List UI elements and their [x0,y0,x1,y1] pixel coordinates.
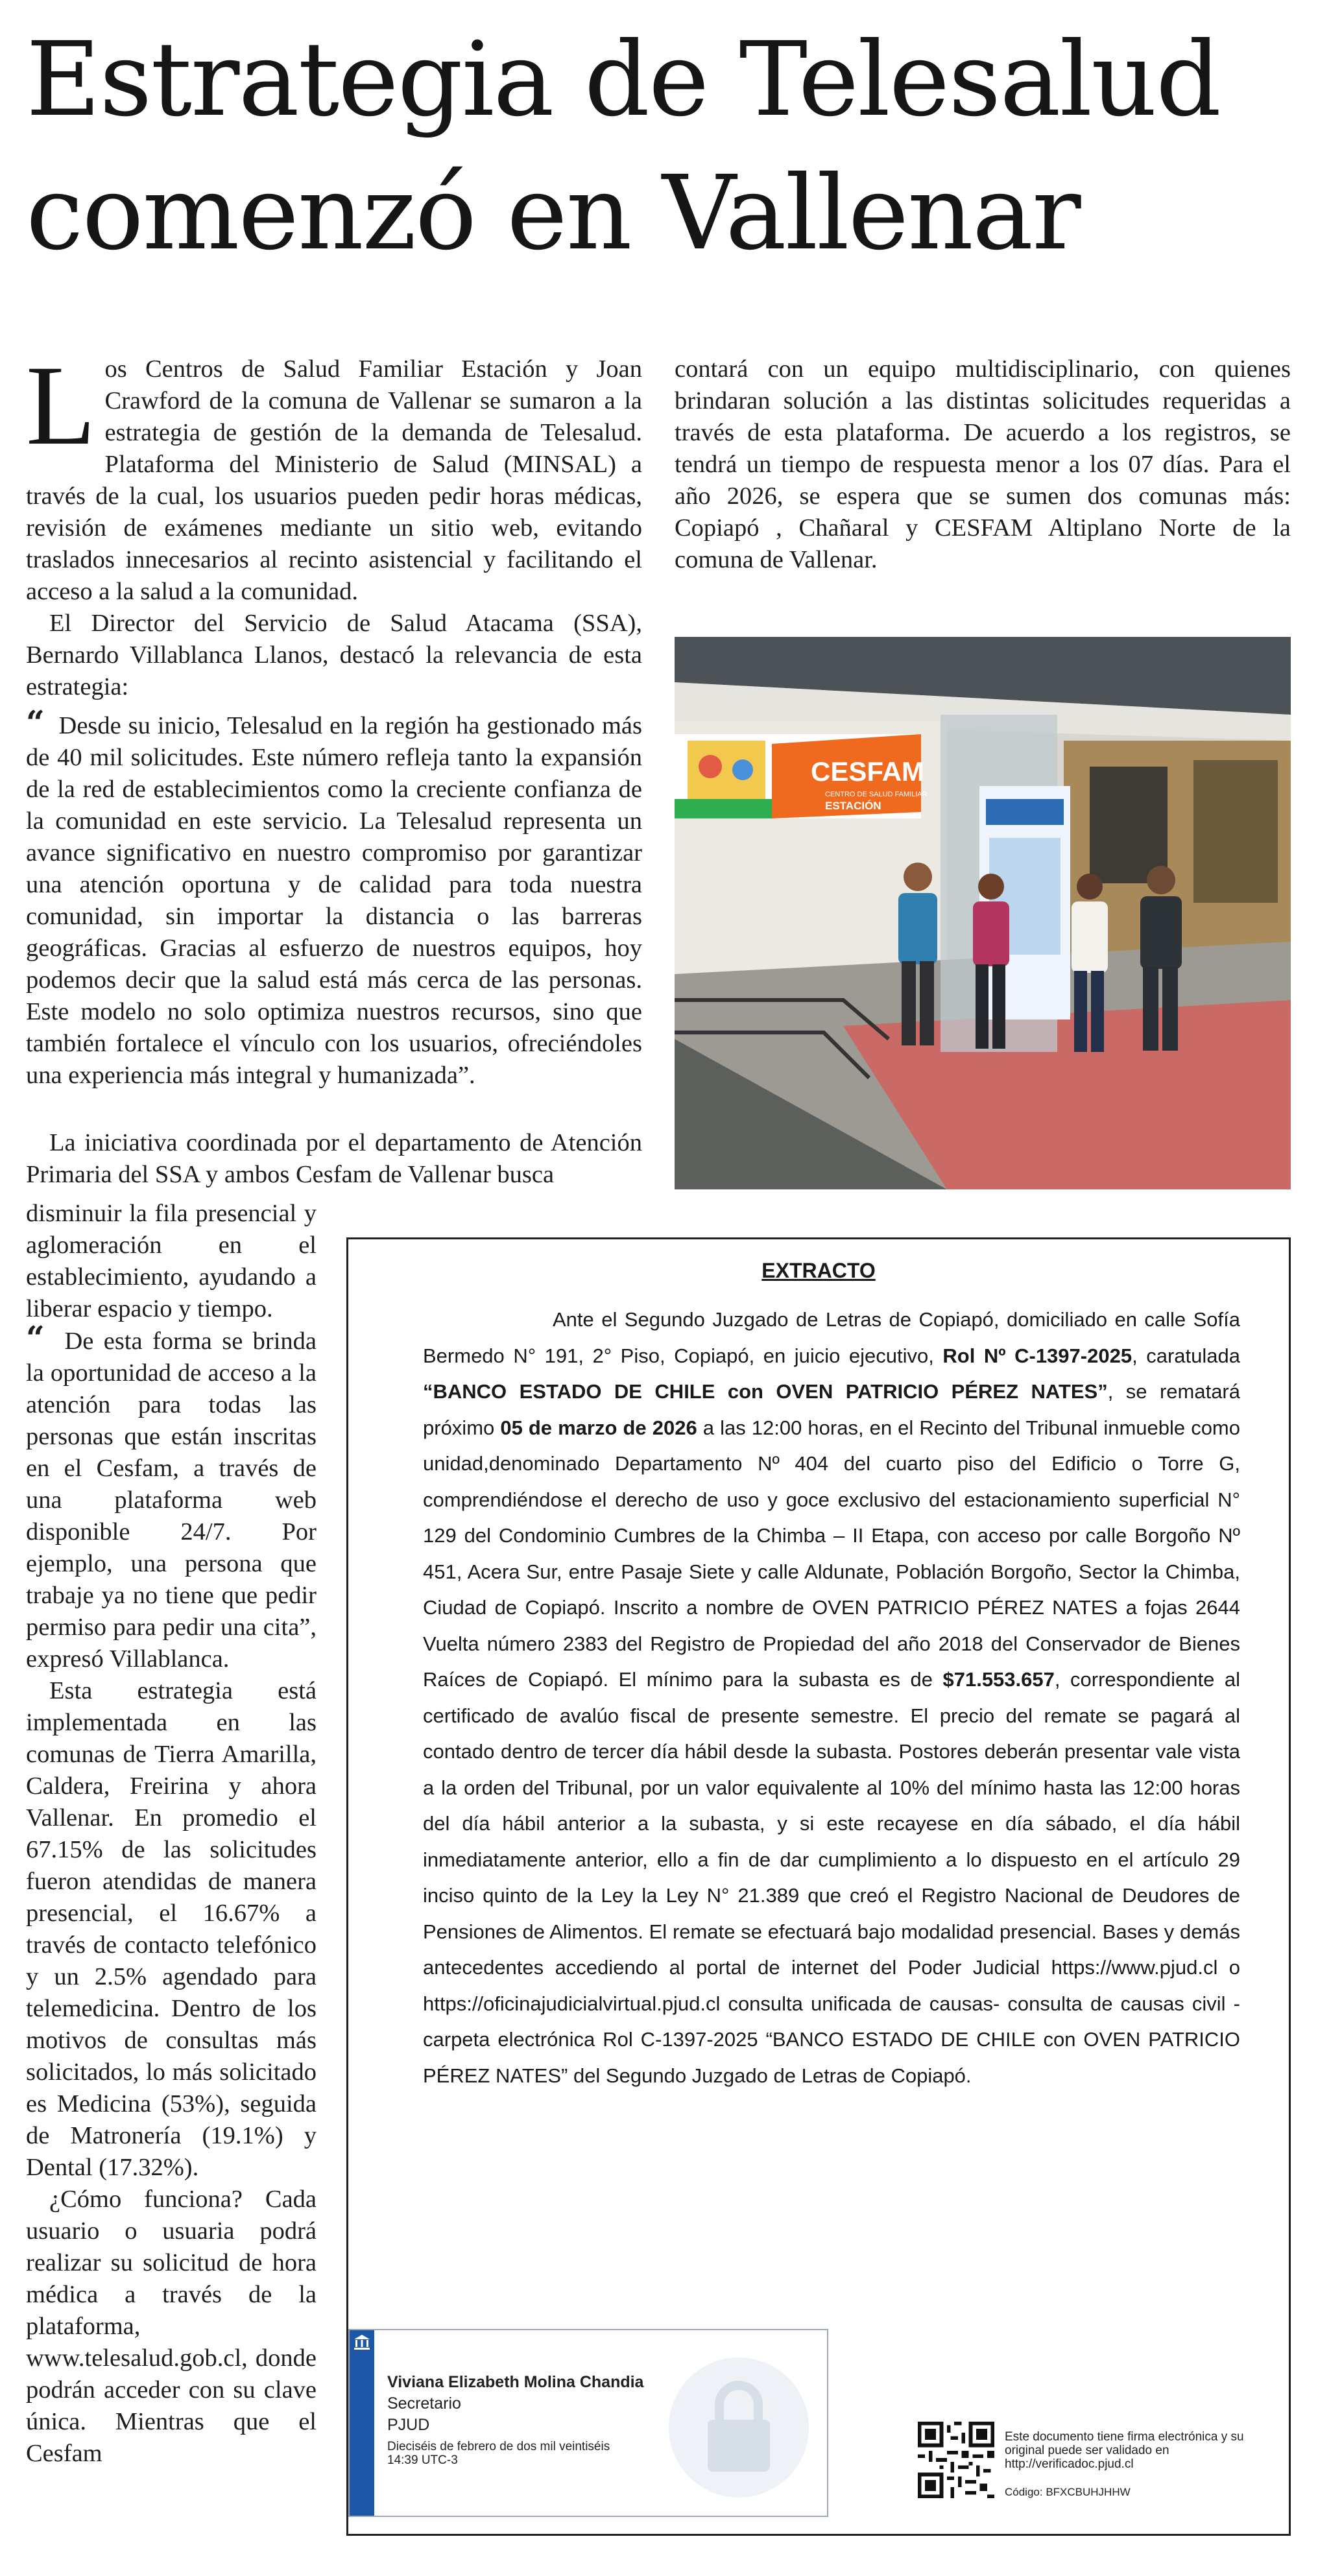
paragraph-director: El Director del Servicio de Salud Atacama (SSA), Bernardo Villablanca Llanos, destacó la relevancia de esta estrategia: [26,610,642,700]
drop-cap: L [26,342,96,469]
intro-text: os Centros de Salud Familiar Estación y Joan Crawford de la comuna de Vallenar se sumaron a la estrategia de gestión de la demanda de Telesalud. Plataforma del Ministerio de Salud (MINSAL) a través de la cual, los usuarios pueden pedir horas médicas, revisión de exámenes mediante un sitio web, evitando traslados innecesarios al recinto asistencial y facilitando el acceso a la salud a la comunidad. [26,355,642,605]
quote-block-1 [26,703,642,1091]
minimum-bid: $71.553.657 [942,1668,1055,1691]
signer-organization: PJUD [387,2416,430,2434]
signer-role: Secretario [387,2394,461,2413]
legal-notice-title: EXTRACTO [761,1259,876,1282]
verification-code: Código: BFXCBUHJHHW [1005,2486,1131,2498]
article-intro [26,342,642,703]
case-number: Rol Nº C-1397-2025 [942,1344,1132,1367]
quote-2-text: De esta forma se brinda la oportunidad de acceso a la atención para todas las personas que están inscritas en el Cesfam, a través de una plataforma web disponible 24/7. Por ejemplo, una persona que trabaje ya no tiene que pedir permiso para pedir una cita”, expresó Villablanca. [26,1328,317,1673]
paragraph-initiative: La iniciativa coordinada por el departamento de Atención Primaria del SSA y ambos Cesfam de Vallenar busca [26,1129,642,1188]
paragraph-how-it-works: ¿Cómo funciona? Cada usuario o usuaria podrá realizar su solicitud de hora médica a través de la plataforma, www.telesalud.gob.cl, donde podrán acceder con su clave única. Mientras que el Cesfam [26,2186,317,2467]
narrow-column [26,1198,317,2470]
qr-code-icon [918,2422,994,2498]
auction-date: 05 de marzo de 2026 [500,1416,697,1439]
cesfam-sign-name: ESTACIÓN [825,800,881,812]
electronic-signature-box [348,2329,828,2517]
signature-date: Dieciséis de febrero de dos mil veintiséis 14:39 UTC-3 [387,2440,610,2467]
signature-sidebar [350,2330,374,2516]
quote-block-2 [26,1318,317,1675]
cesfam-photo [675,637,1291,1189]
legal-notice-body: Ante el Segundo Juzgado de Letras de Copiapó, domiciliado en calle Sofía Bermedo N° 191, 2° Piso, Copiapó, en juicio ejecutivo, Rol Nº C-1397-2025, caratulada “BANCO ESTADO DE CHILE con OVEN PATRICIO PÉREZ NATES”, se rematará próximo 05 de marzo de 2026 a las 12:00 horas, en el Recinto del Tribunal inmueble como unidad,denominado Departamento Nº 404 del cuarto piso del Edificio o Torre G, comprendiéndose el derecho de uso y goce exclusivo del estacionamiento superficial N° 129 del Condominio Cumbres de la Chimba – II Etapa, con acceso por calle Borgoño Nº 451, Acera Sur, entre Pasaje Siete y calle Aldunate, Población Borgoño, Sector la Chimba, Ciudad de Copiapó. Inscrito a nombre de OVEN PATRICIO PÉREZ NATES a fojas 2644 Vuelta número 2383 del Registro de Propiedad del año 2018 del Conservador de Bienes Raíces de Copiapó. El mínimo para la subasta es de $71.553.657, correspondiente al certificado de avalúo fiscal de presente semestre. El precio del remate se pagará al contado dentro de tercer día hábil desde la subasta. Postores deberán presentar vale vista a la orden del Tribunal, por un valor equivalente al 10% del mínimo hasta las 12:00 horas del día hábil anterior a la subasta, y si este recayese en día sábado, el día hábil inmediatamente anterior, ello a fin de dar cumplimiento a lo dispuesto en el artículo 29 inciso quinto de la Ley la Ley N° 21.389 que creó el Registro Nacional de Deudores de Pensiones de Alimentos. El remate se efectuará bajo modalidad presencial. Bases y demás antecedentes accediendo al portal de internet del Poder Judicial https://www.pjud.cl o https://oficinajudicialvirtual.pjud.cl consulta unificada de causas- consulta de causas civil - carpeta electrónica Rol C-1397-2025 “BANCO ESTADO DE CHILE con OVEN PATRICIO PÉREZ NATES” del Segundo Juzgado de Letras de Copiapó. [423,1308,1240,2087]
lock-watermark-icon [667,2350,810,2505]
case-title: “BANCO ESTADO DE CHILE con OVEN PATRICIO PÉREZ NATES” [423,1380,1108,1403]
quote-1-text: Desde su inicio, Telesalud en la región ha gestionado más de 40 mil solicitudes. Este número refleja tanto la expansión de la red de establecimientos como la creciente confianza de la comunidad en este servicio. La Telesalud representa un avance significativo en nuestro compromiso por garantizar una atención oportuna y de calidad para toda nuestra comunidad, sin importar la distancia o las barreras geográficas. Gracias al esfuerzo de nuestros equipos, hoy podemos decir que la salud está más cerca de las personas. Este modelo no solo optimiza nuestros recursos, sino que también fortalece el vínculo con los usuarios, ofreciéndoles una experiencia más integral y humanizada”. [26,712,642,1089]
cesfam-sign-text: CESFAM [811,756,925,787]
quote-mark-icon: “ [26,703,45,741]
signer-name: Viviana Elizabeth Molina Chandia [387,2373,644,2391]
cesfam-sign-subtitle: CENTRO DE SALUD FAMILIAR [825,791,928,798]
legal-notice-box [346,1237,1291,2536]
paragraph-initiative-continued: disminuir la fila presencial y aglomeración en el establecimiento, ayudando a liberar espacio y tiempo. [26,1200,317,1322]
paragraph-statistics: Esta estrategia está implementada en las comunas de Tierra Amarilla, Caldera, Freirina y ahora Vallenar. En promedio el 67.15% de las solicitudes fueron atendidas de manera presencial, el 16.67% a través de contacto telefónico y un 2.5% agendado para telemedicina. Dentro de los motivos de consultas más solicitados, lo más solicitado es Medicina (53%), seguida de Matronería (19.1%) y Dental (17.32%). [26,1677,317,2181]
verification-notice: Este documento tiene firma electrónica y su original puede ser validado en http://verificadoc.pjud.cl Código: BFXCBUHJHHW [1005,2430,1277,2499]
court-building-icon [350,2330,374,2356]
paragraph-team: contará con un equipo multidisciplinario, con quienes brindaran solución a las distintas solicitudes requeridas a través de esta plataforma. De acuerdo a los registros, se tendrá un tiempo de respuesta menor a los 07 días. Para el año 2026, se espera que se sumen dos comunas más: Copiapó , Chañaral y CESFAM Altiplano Norte de la comuna de Vallenar. [675,355,1291,573]
right-column-text [675,353,1291,576]
headline: Estrategia de Telesalud comenzó en Vallenar [26,20,1220,273]
quote-mark-icon: “ [26,1318,45,1357]
